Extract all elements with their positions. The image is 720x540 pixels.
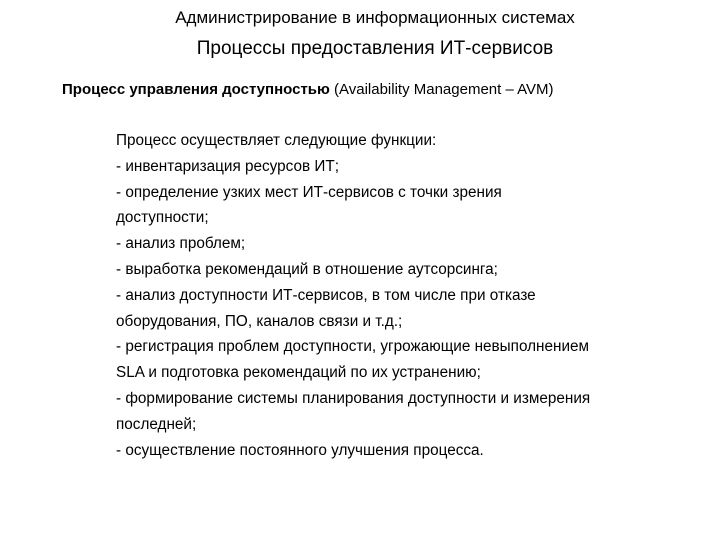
text-line: - выработка рекомендаций в отношение аутсорсинга; — [116, 260, 498, 278]
text-line: последней; — [116, 415, 197, 433]
section-title: Процессы предоставления ИТ-сервисов — [196, 38, 554, 59]
text-line: - инвентаризация ресурсов ИТ; — [116, 157, 339, 175]
course-title: Администрирование в информационных системах — [175, 8, 575, 27]
text-line: SLA и подготовка рекомендаций по их устранению; — [116, 364, 481, 382]
text-line: - формирование системы планирования доступности и измерения — [116, 389, 591, 407]
text-line: - осуществление постоянного улучшения процесса. — [116, 441, 484, 459]
text-line: - анализ доступности ИТ-сервисов, в том числе при отказе — [116, 286, 536, 304]
process-heading — [62, 81, 554, 98]
text-line: - регистрация проблем доступности, угрожающие невыполнением — [116, 338, 590, 356]
functions-list — [116, 128, 706, 463]
text-line: доступности; — [116, 209, 209, 227]
text-line: оборудования, ПО, каналов связи и т.д.; — [116, 312, 403, 330]
process-name: Процесс управления доступностью — [62, 81, 330, 98]
text-line: - анализ проблем; — [116, 235, 246, 253]
text-line: Процесс осуществляет следующие функции: — [116, 132, 437, 149]
text-line: - определение узких мест ИТ-сервисов с точки зрения — [116, 183, 502, 201]
process-abbreviation: (Availability Management – AVM) — [329, 81, 554, 98]
